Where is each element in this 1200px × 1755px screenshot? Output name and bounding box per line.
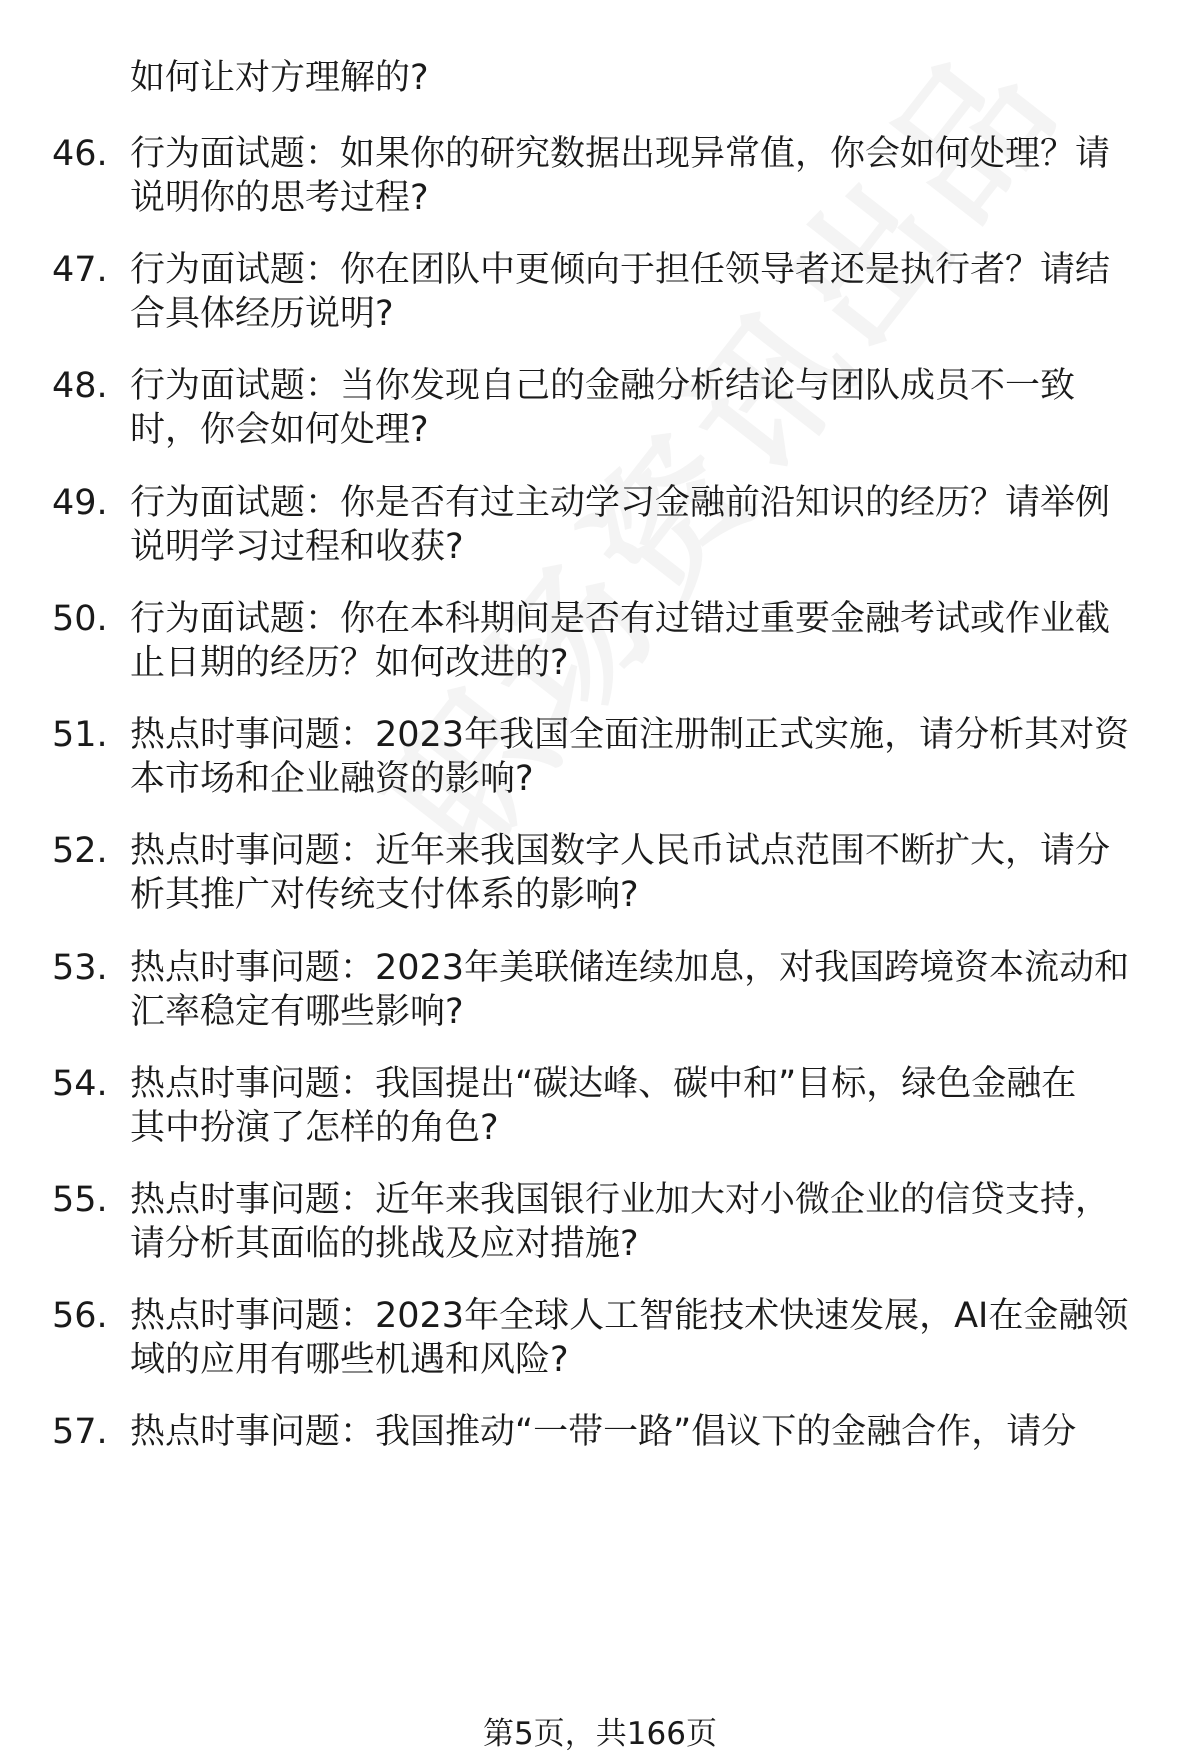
question-line: 热点时事问题：2023年美联储连续加息，对我国跨境资本流动和 <box>130 948 1130 988</box>
question-number: 49. <box>52 483 108 523</box>
question-continuation: 如何让对方理解的? <box>130 58 429 98</box>
question-line: 本市场和企业融资的影响? <box>130 759 534 799</box>
question-line: 止日期的经历？如何改进的? <box>130 643 569 683</box>
question-number: 46. <box>52 134 108 174</box>
question-number: 51. <box>52 715 108 755</box>
question-line: 说明你的思考过程? <box>130 178 429 218</box>
question-number: 53. <box>52 948 108 988</box>
question-line: 热点时事问题：近年来我国银行业加大对小微企业的信贷支持， <box>130 1180 1111 1220</box>
question-line: 行为面试题：如果你的研究数据出现异常值，你会如何处理？请 <box>130 134 1111 174</box>
question-number: 56. <box>52 1296 108 1336</box>
question-number: 47. <box>52 250 108 290</box>
question-line: 热点时事问题：我国推动“一带一路”倡议下的金融合作，请分 <box>130 1412 1077 1452</box>
question-number: 55. <box>52 1180 108 1220</box>
question-line: 行为面试题：你在团队中更倾向于担任领导者还是执行者？请结 <box>130 250 1111 290</box>
question-line: 合具体经历说明? <box>130 294 394 334</box>
question-number: 52. <box>52 831 108 871</box>
question-line: 热点时事问题：我国提出“碳达峰、碳中和”目标，绿色金融在 <box>130 1064 1077 1104</box>
question-number: 48. <box>52 366 108 406</box>
question-line: 行为面试题：当你发现自己的金融分析结论与团队成员不一致 <box>130 366 1076 406</box>
question-number: 57. <box>52 1412 108 1452</box>
question-line: 说明学习过程和收获? <box>130 527 464 567</box>
question-line: 请分析其面临的挑战及应对措施? <box>130 1224 639 1264</box>
question-line: 热点时事问题：2023年全球人工智能技术快速发展，AI在金融领 <box>130 1296 1129 1336</box>
question-line: 析其推广对传统支付体系的影响? <box>130 875 639 915</box>
question-number: 50. <box>52 599 108 639</box>
question-line: 热点时事问题：2023年我国全面注册制正式实施，请分析其对资 <box>130 715 1130 755</box>
question-number: 54. <box>52 1064 108 1104</box>
question-line: 汇率稳定有哪些影响? <box>130 992 464 1032</box>
page-footer: 第5页，共166页 <box>483 1716 717 1752</box>
question-line: 其中扮演了怎样的角色? <box>130 1108 499 1148</box>
question-line: 域的应用有哪些机遇和风险? <box>130 1340 569 1380</box>
question-line: 行为面试题：你是否有过主动学习金融前沿知识的经历？请举例 <box>130 483 1111 523</box>
question-line: 时，你会如何处理? <box>130 410 429 450</box>
question-line: 热点时事问题：近年来我国数字人民币试点范围不断扩大，请分 <box>130 831 1111 871</box>
question-line: 行为面试题：你在本科期间是否有过错过重要金融考试或作业截 <box>130 599 1111 639</box>
